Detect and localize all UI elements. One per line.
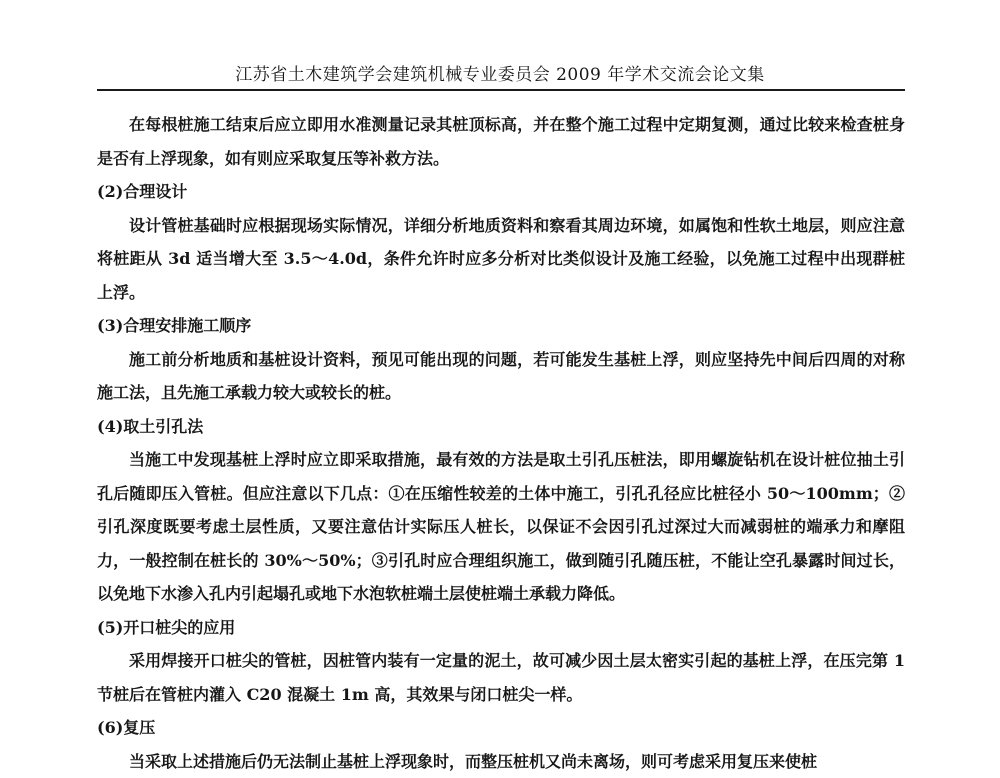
header-rule xyxy=(97,89,905,91)
paragraph-design: 设计管桩基础时应根据现场实际情况，详细分析地质资料和察看其周边环境，如属饱和性软土地层，则应注意将桩距从 3d 适当增大至 3.5～4.0d，条件允许时应多分析对比类似设计及施工经验，以免施工过程中出现群桩上浮。 xyxy=(97,209,905,310)
paragraph-sequence: 施工前分析地质和基桩设计资料，预见可能出现的问题，若可能发生基桩上浮，则应坚持先中间后四周的对称施工法，且先施工承载力较大或较长的桩。 xyxy=(97,343,905,410)
section-heading-open-pile-tip: (5)开口桩尖的应用 xyxy=(97,611,905,645)
section-heading-re-pressing: (6)复压 xyxy=(97,711,905,745)
running-header: 江苏省土木建筑学会建筑机械专业委员会 2009 年学术交流会论文集 xyxy=(0,60,1000,85)
section-heading-design: (2)合理设计 xyxy=(97,175,905,209)
paragraph-soil-extraction: 当施工中发现基桩上浮时应立即采取措施，最有效的方法是取土引孔压桩法，即用螺旋钻机在设计桩位抽土引孔后随即压入管桩。但应注意以下几点：①在压缩性较差的土体中施工，引孔孔径应比桩径小 50～100mm；②引孔深度既要考虑土层性质，又要注意估计实际压人桩长，以保证不会因引孔过深过大而减弱桩的端承力和摩阻力，一般控制在桩长的 30%～50%；③引孔时应合理组织施工，做到随引孔随压桩，不能让空孔暴露时间过长，以免地下水渗入孔内引起塌孔或地下水泡软桩端土层使桩端土承载力降低。 xyxy=(97,443,905,611)
paragraph-re-pressing: 当采取上述措施后仍无法制止基桩上浮现象时，而整压桩机又尚未离场，则可考虑采用复压来使桩 xyxy=(97,745,905,778)
paragraph-open-pile-tip: 采用焊接开口桩尖的管桩，因桩管内装有一定量的泥土，故可减少因土层太密实引起的基桩上浮，在压完第 1 节桩后在管桩内灌入 C20 混凝土 1m 高，其效果与闭口桩尖一样。 xyxy=(97,644,905,711)
section-heading-sequence: (3)合理安排施工顺序 xyxy=(97,309,905,343)
section-heading-soil-extraction: (4)取土引孔法 xyxy=(97,410,905,444)
body-text xyxy=(97,108,905,778)
paragraph-resurvey: 在每根桩施工结束后应立即用水准测量记录其桩顶标高，并在整个施工过程中定期复测，通过比较来检查桩身是否有上浮现象，如有则应采取复压等补救方法。 xyxy=(97,108,905,175)
